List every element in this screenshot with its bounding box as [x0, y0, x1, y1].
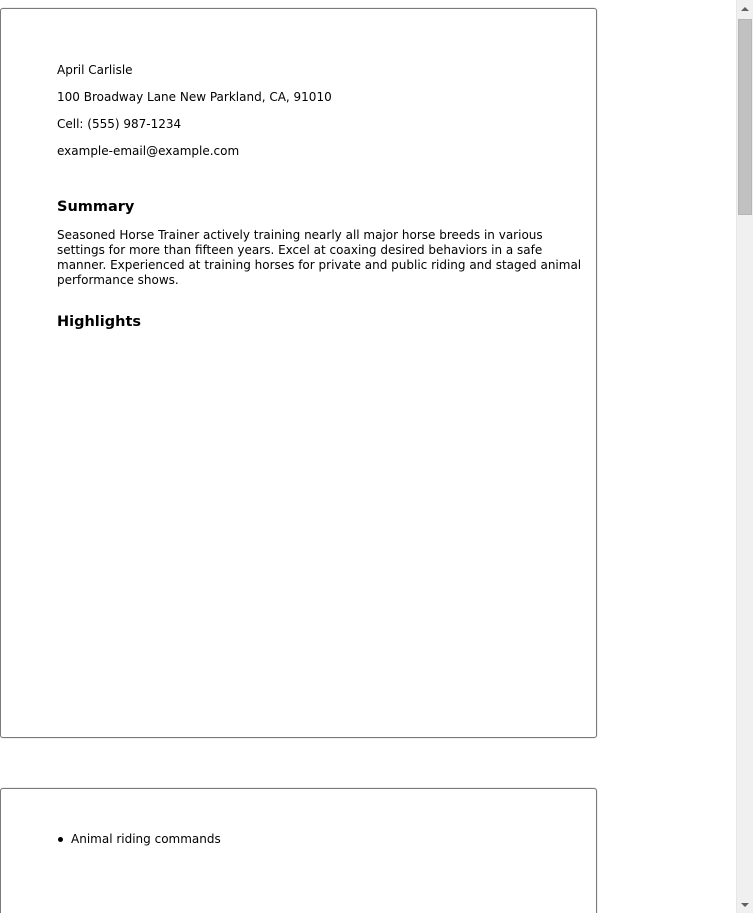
bullet-icon: [58, 837, 63, 842]
resume-page-1: [0, 8, 597, 738]
summary-heading: Summary: [57, 199, 135, 215]
resume-page-2: [0, 788, 597, 913]
triangle-up-icon: [741, 7, 749, 11]
vertical-scrollbar[interactable]: [736, 0, 753, 913]
highlights-heading: Highlights: [57, 314, 142, 330]
highlights-list: [57, 832, 221, 847]
scroll-up-button[interactable]: [737, 0, 753, 17]
contact-name: April Carlisle: [57, 63, 133, 77]
contact-email: example-email@example.com: [57, 144, 240, 158]
scroll-thumb[interactable]: [738, 19, 752, 215]
triangle-down-icon: [741, 903, 749, 907]
highlight-item-label: Animal riding commands: [71, 832, 221, 846]
scroll-down-button[interactable]: [737, 896, 753, 913]
summary-text: Seasoned Horse Trainer actively training nearly all major horse breeds in various settings for more than fifteen years. Excel at coaxing desired behaviors in a safe manner. Experienced at training horses for private and public riding and staged animal performance shows.: [57, 228, 582, 287]
contact-address: 100 Broadway Lane New Parkland, CA, 91010: [57, 90, 332, 104]
list-item: [57, 832, 221, 847]
contact-phone: Cell: (555) 987-1234: [57, 117, 182, 131]
